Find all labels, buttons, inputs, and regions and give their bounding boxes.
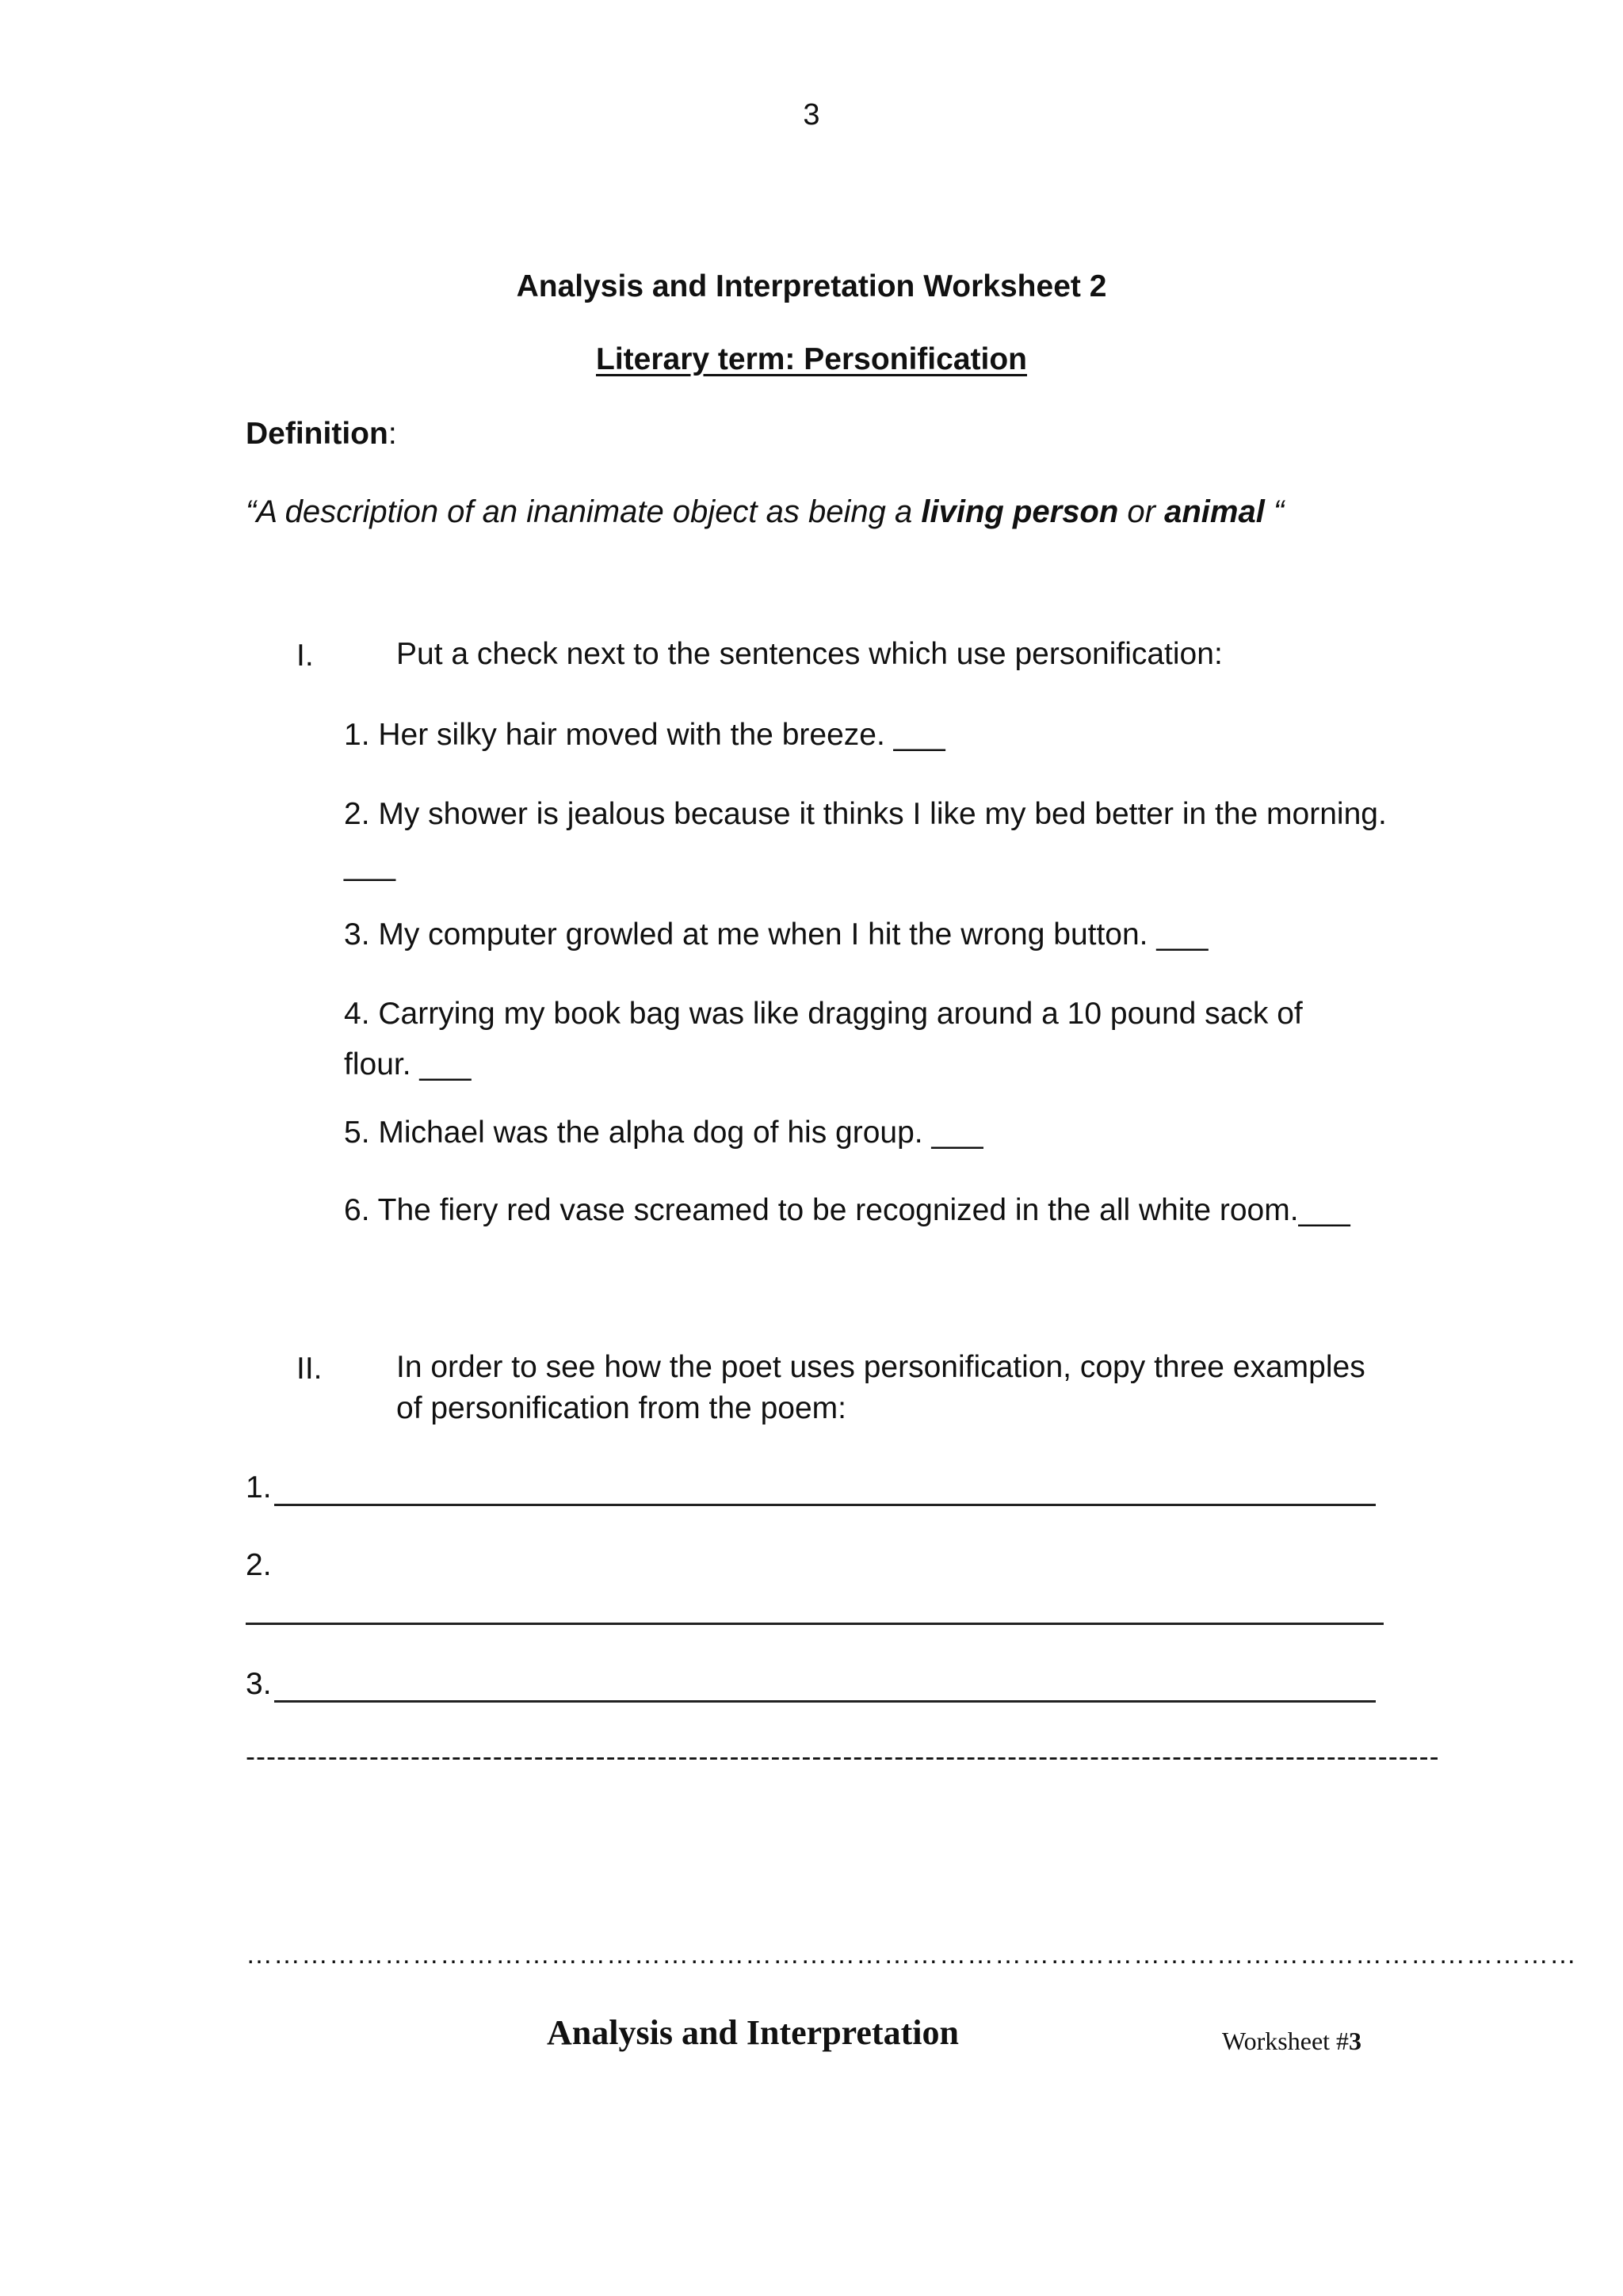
answer-line-2[interactable] — [246, 1623, 1384, 1625]
worksheet-title: Analysis and Interpretation Worksheet 2 — [516, 269, 1107, 303]
list-item: 1. Her silky hair moved with the breeze. ___ — [344, 718, 945, 752]
answer-line-1[interactable] — [274, 1504, 1376, 1506]
list-item: 5. Michael was the alpha dog of his group. ___ — [344, 1116, 983, 1150]
section-1-numeral: I. — [296, 639, 314, 673]
section-2-instruction: In order to see how the poet uses personification, copy three examples of personification from the poem: — [396, 1350, 1365, 1425]
dotted-divider: ……………………………………………………………………………………………………………………………… — [246, 1939, 1577, 1970]
answer-label-2: 2. — [246, 1548, 272, 1582]
list-item: 6. The fiery red vase screamed to be recognized in the all white room.___ — [344, 1193, 1350, 1227]
list-item: 3. My computer growled at me when I hit the wrong button. ___ — [344, 917, 1209, 952]
page-number: 3 — [803, 98, 820, 132]
answer-label-1: 1. — [246, 1470, 272, 1505]
section-2-numeral: II. — [296, 1352, 323, 1386]
dashed-divider: -------------------------------------------------------------------------------------------------------------------- — [246, 1740, 1440, 1772]
literary-term-heading: Literary term: Personification — [596, 342, 1027, 376]
list-item: 2. My shower is jealous because it thinks I like my bed better in the morning. ___ — [344, 797, 1387, 882]
list-item: 4. Carrying my book bag was like dragging around a 10 pound sack of flour. ___ — [344, 997, 1303, 1081]
footer-title: Analysis and Interpretation — [547, 2013, 959, 2052]
answer-label-3: 3. — [246, 1667, 272, 1701]
definition-label: Definition: — [246, 417, 397, 451]
section-1-instruction: Put a check next to the sentences which use personification: — [396, 637, 1223, 671]
answer-line-3[interactable] — [274, 1700, 1376, 1703]
definition-quote: “A description of an inanimate object as being a living person or animal “ — [246, 494, 1285, 529]
footer-worksheet-number: Worksheet #3 — [1222, 2027, 1362, 2055]
